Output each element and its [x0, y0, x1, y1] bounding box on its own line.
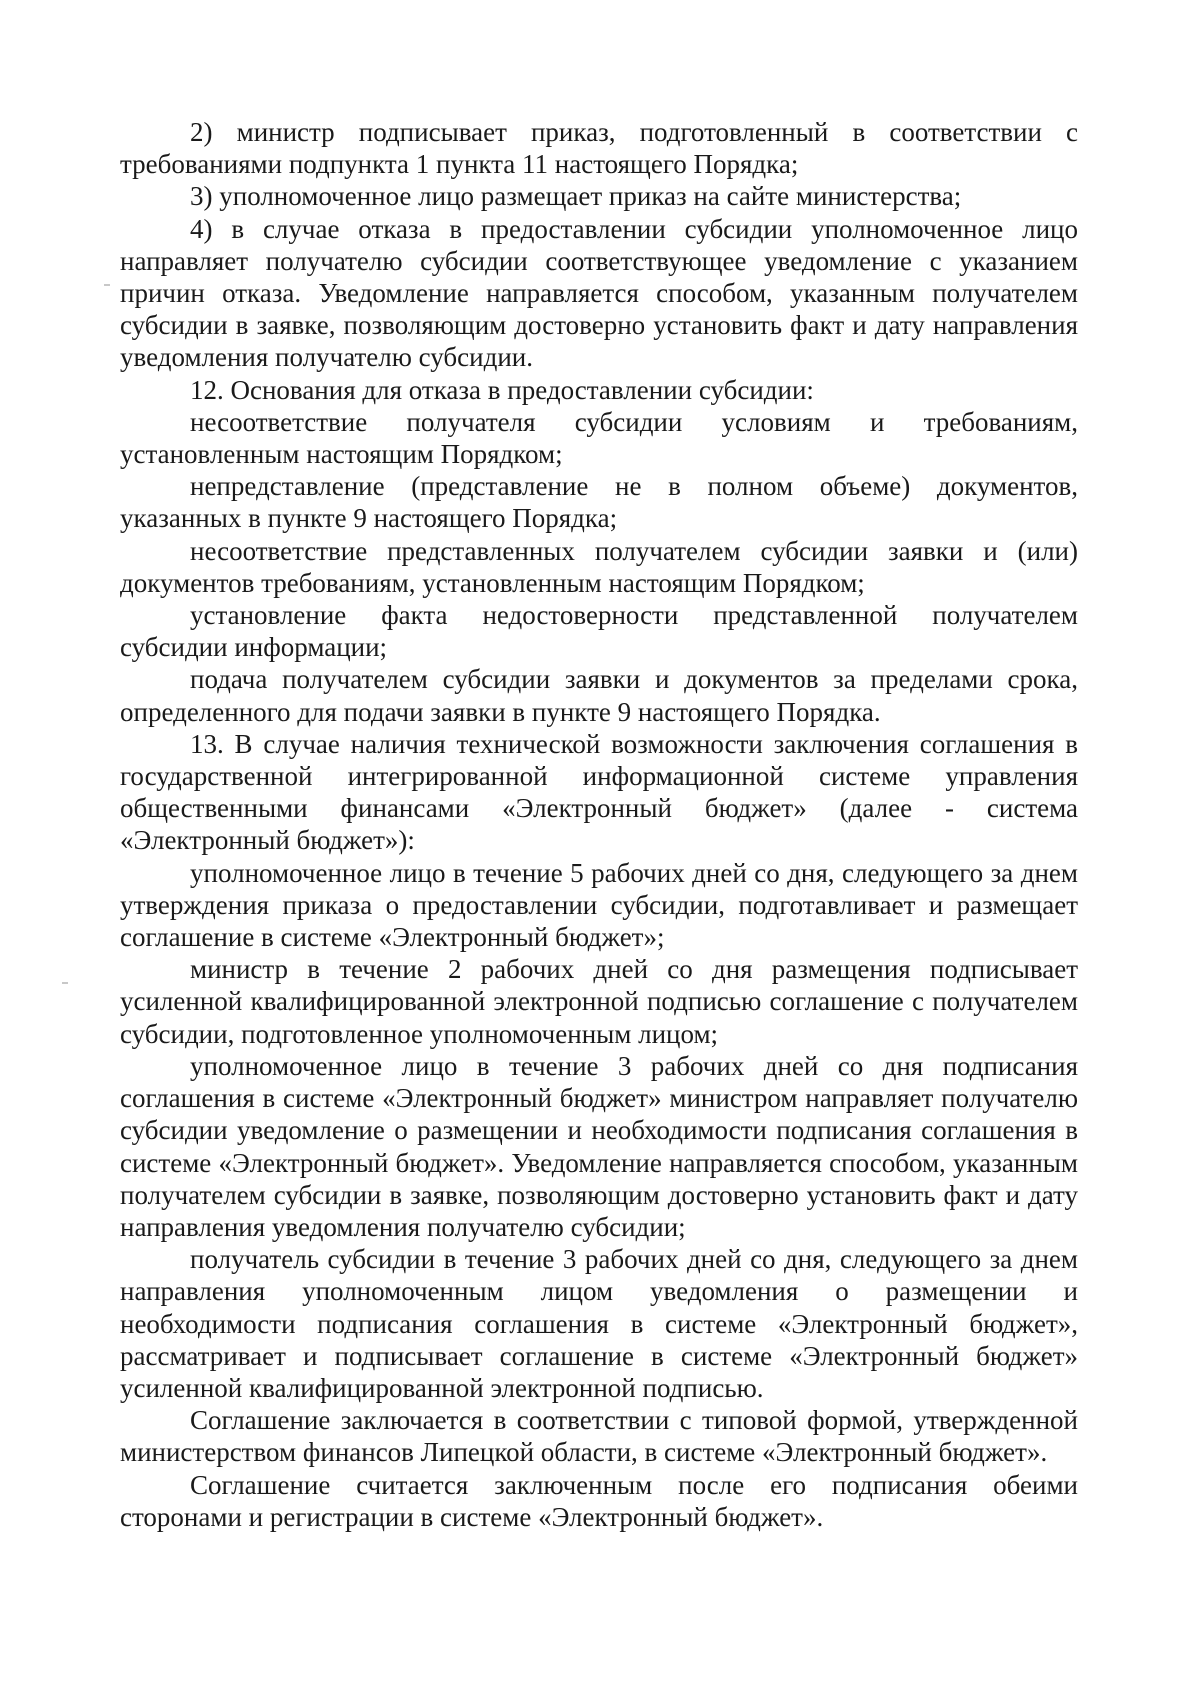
paragraph: 13. В случае наличия технической возможности заключения соглашения в государственной интегрированной информационной системе управления общественными финансами «Электронный бюджет» (далее - система «Электронный бюджет»):	[120, 728, 1078, 856]
paragraph: 2) министр подписывает приказ, подготовленный в соответствии с требованиями подпункта 1 пункта 11 настоящего Порядка;	[120, 117, 1078, 180]
paragraph: несоответствие представленных получателем субсидии заявки и (или) документов требованиям, установленным настоящим Порядком;	[120, 535, 1078, 598]
paragraph: уполномоченное лицо в течение 5 рабочих дней со дня, следующего за днем утверждения приказа о предоставлении субсидии, подготавливает и размещает соглашение в системе «Электронный бюджет»;	[120, 857, 1078, 953]
paragraph: 4) в случае отказа в предоставлении субсидии уполномоченное лицо направляет получателю субсидии соответствующее уведомление с указанием причин отказа. Уведомление направляется способом, указанным получателем субсидии в заявке, позволяющим достоверно установить факт и дату направления уведомления получателю субсидии.	[120, 213, 1078, 373]
paragraph: подача получателем субсидии заявки и документов за пределами срока, определенного для подачи заявки в пункте 9 настоящего Порядка.	[120, 664, 1078, 727]
paragraph: Соглашение считается заключенным после его подписания обеими сторонами и регистрации в системе «Электронный бюджет».	[120, 1469, 1078, 1532]
paragraph: несоответствие получателя субсидии условиям и требованиям, установленным настоящим Порядком;	[120, 406, 1078, 470]
paragraph: 3) уполномоченное лицо размещает приказ на сайте министерства;	[190, 181, 962, 212]
paragraph: Соглашение заключается в соответствии с типовой формой, утвержденной министерством финансов Липецкой области, в системе «Электронный бюджет».	[120, 1405, 1078, 1468]
paragraph: 12. Основания для отказа в предоставлении субсидии:	[190, 374, 814, 405]
paragraph: непредставление (представление не в полном объеме) документов, указанных в пункте 9 настоящего Порядка;	[120, 471, 1078, 534]
paragraph: установление факта недостоверности представленной получателем субсидии информации;	[120, 600, 1078, 663]
paragraph: уполномоченное лицо в течение 3 рабочих дней со дня подписания соглашения в системе «Электронный бюджет» министром направляет получателю субсидии уведомление о размещении и необходимости подписания соглашения в системе «Электронный бюджет». Уведомление направляется способом, указанным получателем субсидии в заявке, позволяющим достоверно установить факт и дату направления уведомления получателю субсидии;	[120, 1050, 1078, 1242]
scan-speck	[104, 284, 110, 286]
paragraph: получатель субсидии в течение 3 рабочих дней со дня, следующего за днем направления уполномоченным лицом уведомления о размещении и необходимости подписания соглашения в системе «Электронный бюджет», рассматривает и подписывает соглашение в системе «Электронный бюджет» усиленной квалифицированной электронной подписью.	[120, 1244, 1078, 1403]
paragraph: министр в течение 2 рабочих дней со дня размещения подписывает усиленной квалифицированной электронной подписью соглашение с получателем субсидии, подготовленное уполномоченным лицом;	[120, 954, 1078, 1049]
scan-speck	[62, 982, 68, 984]
document-page	[120, 116, 1078, 1533]
